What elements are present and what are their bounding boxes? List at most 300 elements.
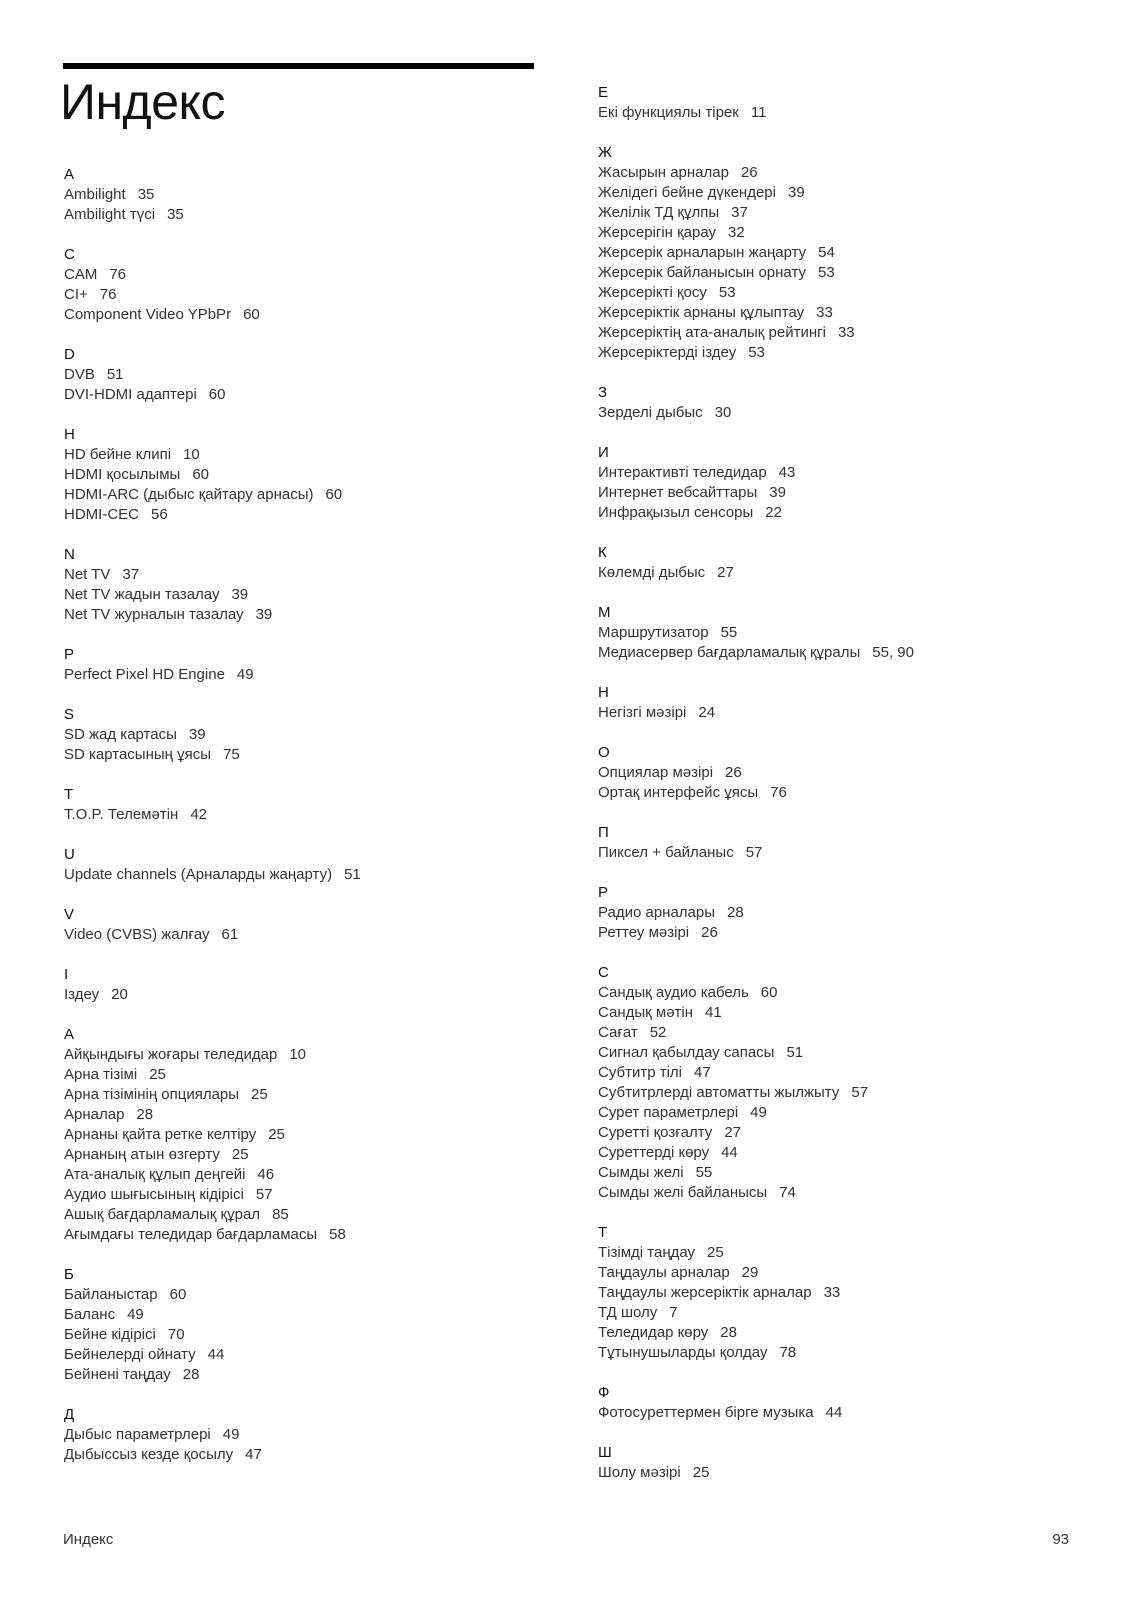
index-entry-page: 46 <box>257 1166 275 1183</box>
index-letter-heading: Д <box>64 1406 75 1423</box>
index-entry-text: Арна тізімі <box>64 1066 138 1083</box>
index-group <box>598 823 1118 863</box>
index-entry <box>598 843 1118 863</box>
index-entry-page: 28 <box>136 1106 154 1123</box>
index-entry-text: Сандық мәтін <box>598 1004 694 1021</box>
index-entry-page: 25 <box>268 1126 285 1143</box>
index-group <box>64 1025 584 1245</box>
index-entry-page: 57 <box>255 1186 273 1203</box>
index-entry-text: Жерсерігін қарау <box>598 224 717 241</box>
index-entry-page: 11 <box>750 104 767 121</box>
index-letter-heading: З <box>598 384 608 401</box>
index-entry-text: Аудио шығысының кідірісі <box>64 1186 244 1203</box>
index-entry <box>64 1125 584 1145</box>
index-entry <box>598 503 1118 523</box>
index-entry-page: 76 <box>99 286 117 303</box>
index-entry-page: 57 <box>851 1084 869 1101</box>
index-entry-text: Сигнал қабылдау сапасы <box>598 1044 775 1061</box>
index-entry <box>64 925 584 945</box>
index-entry-page: 53 <box>718 284 736 301</box>
index-entry-page: 60 <box>208 386 226 403</box>
index-letter-heading: О <box>598 744 610 761</box>
index-entry <box>64 1285 584 1305</box>
index-entry-page: 44 <box>207 1346 225 1363</box>
title-rule <box>63 63 534 69</box>
index-entry-page: 78 <box>779 1344 797 1361</box>
index-entry-text: Жерсеріктерді іздеу <box>598 344 737 361</box>
index-group <box>598 963 1118 1203</box>
index-group <box>64 1405 584 1465</box>
index-entry-page: 75 <box>223 746 240 763</box>
index-entry <box>64 465 584 485</box>
index-group <box>64 965 584 1005</box>
index-entry-page: 33 <box>816 304 833 321</box>
index-entry-page: 39 <box>231 586 249 603</box>
index-entry-text: Ambilight түсі <box>64 206 156 223</box>
index-entry <box>598 643 1118 663</box>
index-entry-page: 28 <box>727 904 744 921</box>
index-entry-page: 54 <box>818 244 835 261</box>
index-group <box>598 443 1118 523</box>
page-number: 93 <box>1052 1531 1069 1548</box>
index-column-left <box>64 165 584 1485</box>
index-letter-heading: H <box>64 426 75 443</box>
index-entry <box>598 103 1118 123</box>
index-entry-page: 39 <box>787 184 805 201</box>
index-entry-page: 29 <box>741 1264 759 1281</box>
index-entry-text: Video (CVBS) жалғау <box>64 926 210 943</box>
index-entry-page: 39 <box>769 484 786 501</box>
index-entry-text: Фотосуреттермен бірге музыка <box>598 1404 814 1421</box>
index-entry-page: 60 <box>243 306 260 323</box>
index-entry <box>598 1163 1118 1183</box>
index-entry <box>598 1003 1118 1023</box>
index-entry <box>598 1283 1118 1303</box>
index-entry-text: Дыбыс параметрлері <box>64 1426 211 1443</box>
index-entry-text: Субтитр тілі <box>598 1064 683 1081</box>
index-entry-text: Сағат <box>598 1024 638 1041</box>
index-entry-text: Маршрутизатор <box>598 624 709 641</box>
index-entry <box>598 783 1118 803</box>
index-entry-page: 52 <box>649 1024 667 1041</box>
index-entry-page: 25 <box>231 1146 249 1163</box>
index-group <box>64 905 584 945</box>
index-letter-heading: D <box>64 346 75 363</box>
index-entry-page: 51 <box>344 866 361 883</box>
index-entry-page: 49 <box>236 666 254 683</box>
index-entry <box>64 605 584 625</box>
index-entry <box>64 665 584 685</box>
index-entry-page: 39 <box>255 606 273 623</box>
index-entry-text: Ата-аналық құлып деңгейі <box>64 1166 246 1183</box>
index-entry-page: 53 <box>748 344 765 361</box>
index-entry-text: SD жад картасы <box>64 726 177 743</box>
index-entry-page: 43 <box>778 464 796 481</box>
index-group <box>64 165 584 225</box>
index-entry <box>598 1063 1118 1083</box>
index-entry <box>598 903 1118 923</box>
index-entry-text: Жерсеріктің ата-аналық рейтингі <box>598 324 826 341</box>
index-group <box>598 143 1118 363</box>
index-group <box>64 545 584 625</box>
index-entry-text: HDMI қосылымы <box>64 466 181 483</box>
index-letter-heading: А <box>64 1026 75 1043</box>
index-entry-page: 60 <box>325 486 343 503</box>
index-entry-page: 30 <box>714 404 732 421</box>
index-entry-text: Жерсерік байланысын орнату <box>598 264 806 281</box>
index-letter-heading: Е <box>598 84 609 101</box>
index-entry-page: 25 <box>692 1464 710 1481</box>
index-entry <box>598 923 1118 943</box>
index-entry-text: Таңдаулы арналар <box>598 1264 730 1281</box>
index-entry <box>598 1463 1118 1483</box>
index-entry <box>64 185 584 205</box>
index-entry <box>64 1185 584 1205</box>
index-entry-page: 25 <box>251 1086 268 1103</box>
index-entry-page: 27 <box>724 1124 741 1141</box>
index-entry <box>64 1225 584 1245</box>
index-entry-text: Интерактивті теледидар <box>598 464 767 481</box>
index-group <box>598 603 1118 663</box>
index-letter-heading: К <box>598 544 607 561</box>
index-entry <box>598 1043 1118 1063</box>
index-entry <box>64 365 584 385</box>
index-entry <box>64 265 584 285</box>
index-entry <box>598 983 1118 1003</box>
index-entry <box>64 1045 584 1065</box>
index-entry-page: 53 <box>817 264 835 281</box>
index-letter-heading: Ш <box>598 1444 612 1461</box>
index-entry-page: 76 <box>770 784 787 801</box>
index-entry <box>598 263 1118 283</box>
index-group <box>598 543 1118 583</box>
index-entry <box>64 1065 584 1085</box>
index-entry-page: 49 <box>222 1426 240 1443</box>
index-entry-text: Реттеу мәзірі <box>598 924 690 941</box>
index-entry-text: Зерделі дыбыс <box>598 404 703 421</box>
index-entry <box>64 285 584 305</box>
index-entry-text: Инфрақызыл сенсоры <box>598 504 754 521</box>
index-entry-text: Сымды желі <box>598 1164 684 1181</box>
index-group <box>598 383 1118 423</box>
index-entry <box>64 505 584 525</box>
index-entry-page: 51 <box>106 366 124 383</box>
index-entry-text: Көлемді дыбыс <box>598 564 706 581</box>
index-entry <box>598 1263 1118 1283</box>
index-entry-text: Негізгі мәзірі <box>598 704 687 721</box>
index-column-right <box>598 83 1118 1503</box>
index-entry <box>64 485 584 505</box>
index-entry-text: Іздеу <box>64 986 100 1003</box>
index-entry-text: Дыбыссыз кезде қосылу <box>64 1446 234 1463</box>
index-entry-page: 58 <box>329 1226 346 1243</box>
index-entry-text: Арна тізімінің опциялары <box>64 1086 240 1103</box>
index-entry <box>598 1143 1118 1163</box>
index-entry-page: 49 <box>750 1104 767 1121</box>
index-entry <box>64 1425 584 1445</box>
index-group <box>64 705 584 765</box>
index-entry-text: Ашық бағдарламалық құрал <box>64 1206 261 1223</box>
index-entry-text: Арналар <box>64 1106 125 1123</box>
index-entry <box>64 1165 584 1185</box>
index-entry-page: 49 <box>127 1306 144 1323</box>
index-entry-text: Ортақ интерфейс ұясы <box>598 784 759 801</box>
footer-title: Индекс <box>63 1531 114 1548</box>
index-entry-text: Жерсерік арналарын жаңарту <box>598 244 807 261</box>
index-group <box>64 645 584 685</box>
index-entry <box>598 343 1118 363</box>
index-entry-text: Байланыстар <box>64 1286 158 1303</box>
index-entry-page: 41 <box>705 1004 722 1021</box>
index-entry-text: Ағымдағы теледидар бағдарламасы <box>64 1226 318 1243</box>
index-group <box>64 345 584 405</box>
index-entry-page: 33 <box>823 1284 841 1301</box>
index-entry-text: Желідегі бейне дүкендері <box>598 184 776 201</box>
index-entry-text: Жерсеріктік арнаны құлыптау <box>598 304 805 321</box>
index-entry-text: HDMI-ARC (дыбыс қайтару арнасы) <box>64 486 314 503</box>
index-entry <box>64 1445 584 1465</box>
index-entry-text: Желілік ТД құлпы <box>598 204 720 221</box>
index-entry-text: Бейнелерді ойнату <box>64 1346 196 1363</box>
page-title: Индекс <box>60 74 225 130</box>
index-letter-heading: Р <box>598 884 609 901</box>
index-letter-heading: C <box>64 246 75 263</box>
index-entry-page: 39 <box>188 726 206 743</box>
index-entry <box>598 163 1118 183</box>
index-entry-page: 7 <box>669 1304 678 1321</box>
index-entry-page: 24 <box>698 704 716 721</box>
index-entry-page: 85 <box>272 1206 289 1223</box>
index-group <box>598 1223 1118 1363</box>
index-entry <box>598 1303 1118 1323</box>
index-entry-page: 70 <box>167 1326 185 1343</box>
index-letter-heading: U <box>64 846 75 863</box>
index-entry-text: Жасырын арналар <box>598 164 729 181</box>
index-entry-text: CAM <box>64 266 98 283</box>
index-letter-heading: A <box>64 166 75 183</box>
index-entry <box>64 805 584 825</box>
index-entry-text: ТД шолу <box>598 1304 658 1321</box>
index-entry-text: Пиксел + байланыс <box>598 844 734 861</box>
index-entry <box>598 223 1118 243</box>
index-group <box>64 785 584 825</box>
index-entry-text: Арнаны қайта ретке келтіру <box>64 1126 257 1143</box>
index-entry-text: Сымды желі байланысы <box>598 1184 768 1201</box>
index-entry-page: 35 <box>167 206 184 223</box>
index-letter-heading: N <box>64 546 75 563</box>
index-entry <box>64 865 584 885</box>
index-entry-text: T.O.P. Телемәтін <box>64 806 179 823</box>
index-entry-page: 26 <box>701 924 718 941</box>
index-entry-page: 44 <box>825 1404 843 1421</box>
index-letter-heading: T <box>64 786 74 803</box>
index-entry-text: Сурет параметрлері <box>598 1104 739 1121</box>
index-entry-page: 74 <box>779 1184 796 1201</box>
index-entry <box>64 1145 584 1165</box>
index-entry-page: 44 <box>721 1144 738 1161</box>
index-entry-text: Теледидар көру <box>598 1324 709 1341</box>
index-entry <box>64 385 584 405</box>
index-entry-page: 57 <box>745 844 763 861</box>
index-entry-text: DVB <box>64 366 95 383</box>
index-entry-text: Суреттерді көру <box>598 1144 710 1161</box>
index-entry-page: 55 <box>695 1164 713 1181</box>
index-entry <box>64 1085 584 1105</box>
index-entry-page: 28 <box>720 1324 737 1341</box>
index-entry <box>64 1325 584 1345</box>
index-entry-text: Тізімді таңдау <box>598 1244 696 1261</box>
index-entry-text: Net TV жадын тазалау <box>64 586 220 603</box>
index-entry-text: Сандық аудио кабель <box>598 984 749 1001</box>
index-entry <box>64 745 584 765</box>
index-entry-page: 25 <box>149 1066 166 1083</box>
index-entry <box>598 183 1118 203</box>
index-entry-text: HD бейне клипі <box>64 446 172 463</box>
index-entry <box>64 305 584 325</box>
index-entry <box>598 703 1118 723</box>
index-entry <box>598 1103 1118 1123</box>
index-entry-text: Интернет вебсайттары <box>598 484 758 501</box>
index-entry-page: 47 <box>245 1446 262 1463</box>
index-entry-text: Арнаның атын өзгерту <box>64 1146 220 1163</box>
index-entry-text: Ambilight <box>64 186 126 203</box>
index-entry <box>598 203 1118 223</box>
index-entry <box>64 1205 584 1225</box>
index-entry-text: Update channels (Арналарды жаңарту) <box>64 866 333 883</box>
index-entry-page: 37 <box>122 566 140 583</box>
index-letter-heading: I <box>64 966 69 983</box>
index-entry-page: 55 <box>720 624 738 641</box>
index-entry <box>64 1365 584 1385</box>
index-entry-text: Субтитрлерді автоматты жылжыту <box>598 1084 840 1101</box>
index-group <box>598 1383 1118 1423</box>
index-entry <box>598 1403 1118 1423</box>
index-entry-page: 55, 90 <box>872 644 914 661</box>
index-entry-page: 32 <box>728 224 745 241</box>
index-entry <box>64 565 584 585</box>
index-entry <box>598 563 1118 583</box>
index-entry-text: Тұтынушыларды қолдау <box>598 1344 768 1361</box>
index-entry-page: 25 <box>707 1244 724 1261</box>
index-entry <box>598 483 1118 503</box>
index-entry <box>598 1083 1118 1103</box>
index-entry <box>598 323 1118 343</box>
index-entry-text: Бейне кідірісі <box>64 1326 156 1343</box>
index-group <box>598 683 1118 723</box>
index-entry-page: 35 <box>137 186 155 203</box>
index-entry-text: Екі функциялы тірек <box>598 104 739 121</box>
index-entry-page: 27 <box>717 564 734 581</box>
index-letter-heading: С <box>598 964 609 981</box>
index-entry-text: Радио арналары <box>598 904 716 921</box>
index-entry-text: Айқындығы жоғары теледидар <box>64 1046 278 1063</box>
index-entry <box>64 1105 584 1125</box>
index-entry <box>64 725 584 745</box>
index-entry-page: 76 <box>109 266 127 283</box>
index-letter-heading: Н <box>598 684 609 701</box>
index-entry-page: 51 <box>786 1044 804 1061</box>
index-entry-text: CI+ <box>64 286 88 303</box>
index-group <box>64 845 584 885</box>
index-entry-text: Шолу мәзірі <box>598 1464 681 1481</box>
index-group <box>598 83 1118 123</box>
index-entry-text: DVI-HDMI адаптері <box>64 386 197 403</box>
index-letter-heading: П <box>598 824 609 841</box>
index-group <box>64 425 584 525</box>
index-entry-text: Опциялар мәзірі <box>598 764 714 781</box>
index-entry-text: Таңдаулы жерсеріктік арналар <box>598 1284 812 1301</box>
index-entry-text: HDMI-CEC <box>64 506 139 523</box>
index-group <box>598 883 1118 943</box>
index-group <box>598 743 1118 803</box>
index-entry-page: 26 <box>740 164 758 181</box>
index-entry-text: Net TV журналын тазалау <box>64 606 244 623</box>
index-entry-text: Жерсерікті қосу <box>598 284 707 301</box>
index-entry <box>598 763 1118 783</box>
index-entry-text: Медиасервер бағдарламалық құралы <box>598 644 861 661</box>
index-entry <box>64 445 584 465</box>
index-entry-page: 10 <box>289 1046 307 1063</box>
index-entry <box>598 403 1118 423</box>
index-letter-heading: М <box>598 604 611 621</box>
index-entry <box>598 1183 1118 1203</box>
index-entry <box>598 463 1118 483</box>
index-entry-page: 20 <box>111 986 128 1003</box>
index-entry <box>64 1305 584 1325</box>
index-entry-text: Баланс <box>64 1306 116 1323</box>
index-entry-page: 61 <box>221 926 239 943</box>
index-group <box>64 245 584 325</box>
index-entry-page: 28 <box>182 1366 200 1383</box>
index-entry-page: 47 <box>694 1064 711 1081</box>
index-letter-heading: Б <box>64 1266 74 1283</box>
index-entry <box>598 1243 1118 1263</box>
index-letter-heading: Ж <box>598 144 612 161</box>
index-letter-heading: Т <box>598 1224 608 1241</box>
index-entry <box>64 1345 584 1365</box>
index-entry <box>598 623 1118 643</box>
index-entry-text: SD картасының ұясы <box>64 746 211 763</box>
index-group <box>598 1443 1118 1483</box>
index-entry <box>598 1123 1118 1143</box>
index-entry-page: 60 <box>192 466 209 483</box>
index-entry-page: 33 <box>837 324 855 341</box>
index-entry <box>598 1343 1118 1363</box>
index-entry <box>598 283 1118 303</box>
index-entry <box>598 1023 1118 1043</box>
index-letter-heading: И <box>598 444 609 461</box>
index-entry-page: 26 <box>725 764 742 781</box>
index-entry-page: 22 <box>765 504 782 521</box>
index-entry <box>64 985 584 1005</box>
index-entry-text: Суретті қозғалту <box>598 1124 713 1141</box>
index-entry-page: 37 <box>731 204 748 221</box>
index-letter-heading: V <box>64 906 75 923</box>
index-letter-heading: P <box>64 646 75 663</box>
index-entry-text: Component Video YPbPr <box>64 306 232 323</box>
index-entry <box>598 303 1118 323</box>
index-entry-page: 56 <box>151 506 168 523</box>
index-entry-text: Net TV <box>64 566 111 583</box>
index-entry-page: 10 <box>183 446 200 463</box>
index-entry <box>64 205 584 225</box>
index-entry <box>64 585 584 605</box>
index-entry-text: Perfect Pixel HD Engine <box>64 666 225 683</box>
index-entry-page: 60 <box>169 1286 187 1303</box>
index-letter-heading: S <box>64 706 75 723</box>
index-entry-page: 42 <box>190 806 207 823</box>
index-entry <box>598 243 1118 263</box>
